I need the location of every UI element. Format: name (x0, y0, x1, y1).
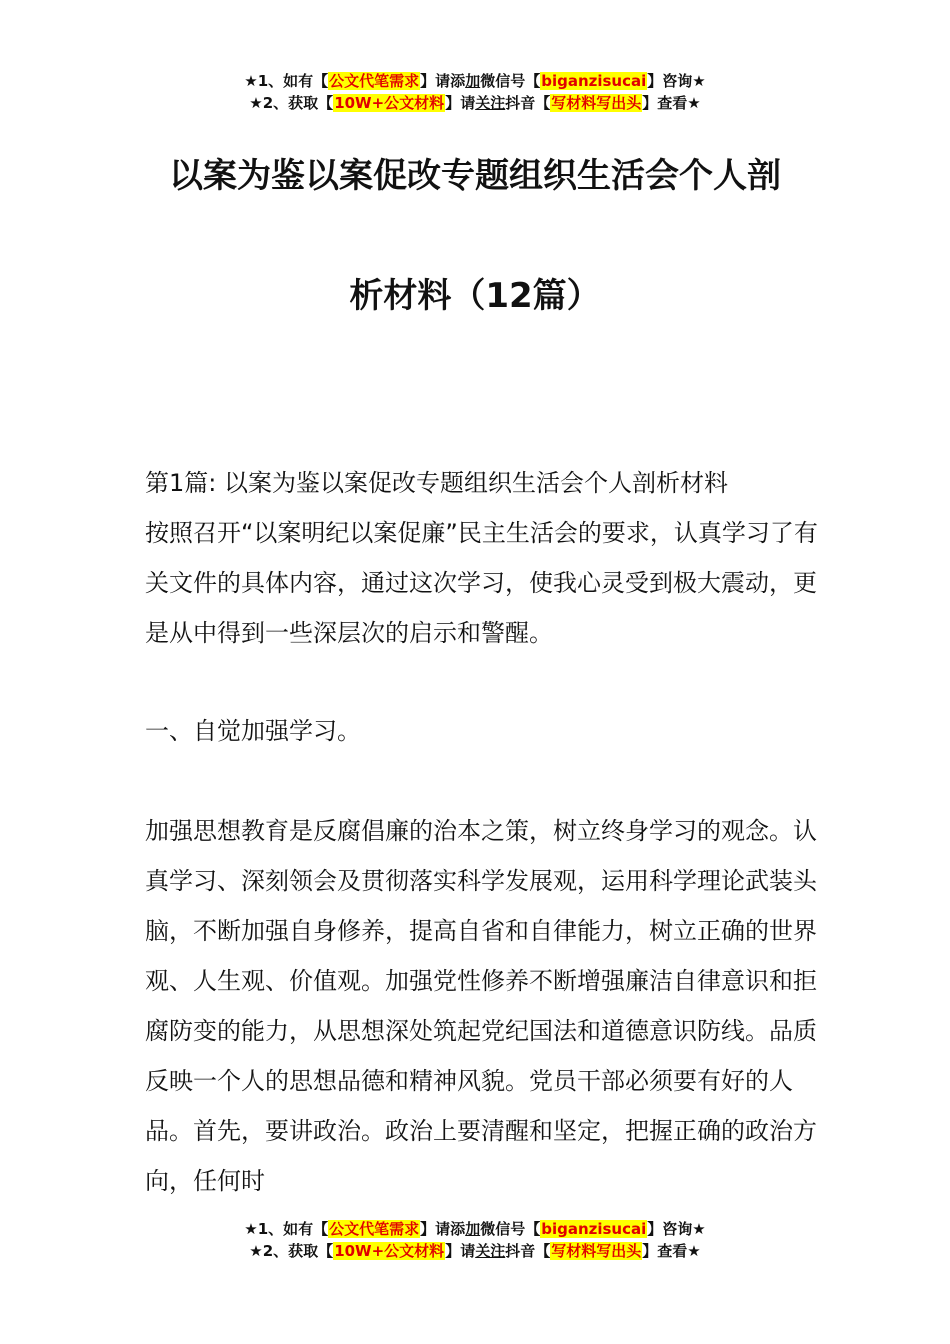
promo-line-1 (0, 1218, 950, 1240)
promo-text: 】请 (445, 94, 476, 112)
promo-highlight: 10W+公文材料 (334, 94, 445, 112)
promo-highlight: 写材料写出头 (551, 94, 642, 112)
promo-text: 】查看★ (642, 1242, 701, 1260)
body-paragraph: 按照召开“以案明纪以案促廉”民主生活会的要求，认真学习了有关文件的具体内容，通过这次学习，使我心灵受到极大震动，更是从中得到一些深层次的启示和警醒。 (145, 519, 818, 647)
section-heading-text: 一、自觉加强学习。 (145, 717, 361, 745)
promo-text: 】请添 (420, 72, 466, 90)
promo-highlight: 公文代笔需求 (329, 1220, 420, 1238)
promo-text: 】请添 (420, 1220, 466, 1238)
promo-text: 】咨询★ (647, 72, 706, 90)
promo-text: 】查看★ (642, 94, 701, 112)
promo-line-2 (0, 1240, 950, 1262)
promo-text: ★2、获取【 (249, 1242, 334, 1260)
promo-highlight: 写材料写出头 (551, 1242, 642, 1260)
document-body-main (145, 806, 825, 1206)
promo-text: 微信号【 (480, 1220, 541, 1238)
document-title-line-1: 以案为鉴以案促改专题组织生活会个人剖 (169, 156, 781, 196)
promo-text: 抖音【 (505, 1242, 551, 1260)
promo-text: 抖音【 (505, 94, 551, 112)
promo-footer (0, 1218, 950, 1262)
promo-highlight: biganzisucai (541, 72, 647, 90)
promo-underline: 加 (465, 1220, 481, 1238)
promo-text: ★1、如有【 (244, 72, 329, 90)
promo-text: ★2、获取【 (249, 94, 334, 112)
promo-text: 】咨询★ (647, 1220, 706, 1238)
promo-highlight: 10W+公文材料 (334, 1242, 445, 1260)
promo-text: 】请 (445, 1242, 476, 1260)
promo-highlight: 公文代笔需求 (329, 72, 420, 90)
promo-underline: 关注 (475, 94, 506, 112)
chapter-heading: 第1篇: 以案为鉴以案促改专题组织生活会个人剖析材料 (145, 469, 728, 497)
promo-header (0, 70, 950, 114)
document-body-intro (145, 458, 825, 658)
promo-underline: 加 (465, 72, 481, 90)
document-title-line-2: 析材料（12篇） (349, 276, 601, 316)
promo-text: ★1、如有【 (244, 1220, 329, 1238)
promo-line-2 (0, 92, 950, 114)
promo-highlight: biganzisucai (541, 1220, 647, 1238)
promo-underline: 关注 (475, 1242, 506, 1260)
promo-line-1 (0, 70, 950, 92)
promo-text: 微信号【 (480, 72, 541, 90)
section-heading (145, 706, 825, 756)
body-paragraph: 加强思想教育是反腐倡廉的治本之策，树立终身学习的观念。认真学习、深刻领会及贯彻落实科学发展观，运用科学理论武装头脑，不断加强自身修养，提高自省和自律能力，树立正确的世界观、人生观、价值观。加强党性修养不断增强廉洁自律意识和拒腐防变的能力，从思想深处筑起党纪国法和道德意识防线。品质反映一个人的思想品德和精神风貌。党员干部必须要有好的人品。首先，要讲政治。政治上要清醒和坚定，把握正确的政治方向，任何时 (145, 817, 817, 1195)
